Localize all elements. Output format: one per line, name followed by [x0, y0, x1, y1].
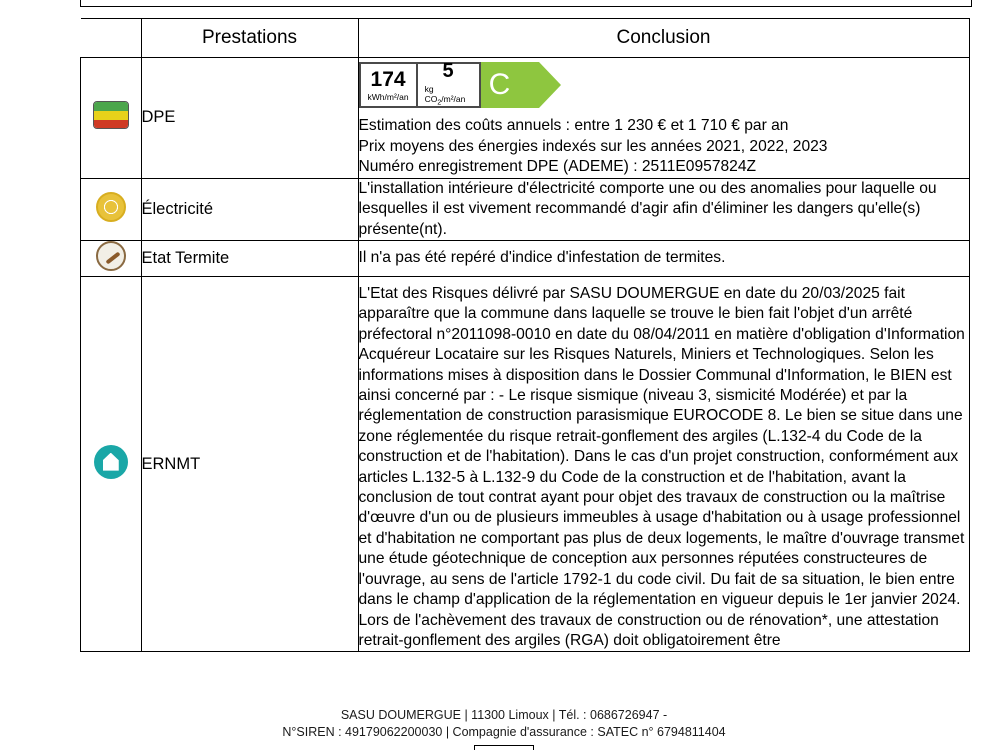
- dpe-cost-line: Estimation des coûts annuels : entre 1 230 € et 1 710 € par an: [358, 117, 789, 134]
- column-header-conclusion: Conclusion: [358, 19, 969, 58]
- table-row: [81, 241, 970, 277]
- table-row: [81, 178, 970, 241]
- row-conclusion-dpe: [358, 58, 969, 179]
- dpe-ges-value: 5: [442, 60, 454, 83]
- diagnostics-summary-table: [80, 18, 970, 652]
- dpe-ges-segment: [418, 60, 481, 107]
- row-label-ernmt: ERNMT: [141, 277, 358, 652]
- footer-line-1: SASU DOUMERGUE | 11300 Limoux | Tél. : 0686726947 -: [340, 708, 668, 722]
- dpe-energy-unit: kWh/m²/an: [367, 91, 409, 102]
- dpe-badge: [359, 62, 539, 108]
- table-header-row: [81, 19, 970, 58]
- dpe-registration-line: Numéro enregistrement DPE (ADEME) : 2511E0957824Z: [358, 158, 757, 175]
- table-row: [81, 58, 970, 179]
- dpe-ges-unit: kg $CO_2/m^2/an$: [424, 84, 466, 107]
- dpe-letter-arrow: [481, 62, 539, 108]
- dpe-energy-value: 174: [370, 67, 406, 91]
- column-header-prestations: Prestations: [141, 19, 358, 58]
- row-conclusion-ernmt: L'Etat des Risques délivré par SASU DOUMERGUE en date du 20/03/2025 fait apparaître que la commune dans laquelle se trouve le bien fait l'objet d'un arrêté préfectoral n°2011098-0010 en date du 08/04/2011 en matière d'obligation d'Information Acquéreur Locataire sur les Risques Naturels, Miniers et Technologiques. Selon les informations mises à disposition dans le Dossier Communal d'Information, le BIEN est ainsi concerné par : - Le risque sismique (niveau 3, sismicité Modérée) et par la réglementation de construction parasismique EUROCODE 8. Le bien se situe dans une zone réglementée du risque retrait-gonflement des argiles (L.132-4 du Code de la construction et de l'habitation). Dans le cas d'un projet construction, conformément aux articles L.132-5 à L.132-9 du Code de la construction et de l'habitation, avant la conclusion de tout contrat ayant pour objet des travaux de construction ou la maîtrise d'œuvre d'un ou de plusieurs immeubles à usage d'habitation ou à usage professionnel et d'habitation ne comportant pas plus de deux logements, le maître d'ouvrage transmet une étude géotechnique de conception aux personnes réputées constructeures de l'ouvrage, au sens de l'article 1792-1 du code civil. Du fait de sa situation, le bien entre dans le champ d'application de la réglementation en vigueur depuis le 1er janvier 2024. Lors de l'achèvement des travaux de construction ou de rénovation*, une attestation retrait-gonflement des argiles (RGA) doit obligatoirement être: [358, 277, 969, 652]
- dpe-values-box: [359, 62, 481, 108]
- table-body: [81, 58, 970, 652]
- footer-line-2: N°SIREN : 49179062200030 | Compagnie d'assurance : SATEC n° 6794811404: [282, 725, 726, 739]
- row-icon-cell-ernmt: [81, 277, 142, 652]
- page-top-border: [80, 0, 972, 7]
- row-conclusion-termite: Il n'a pas été repéré d'indice d'infestation de termites.: [358, 241, 969, 277]
- column-header-icon: [81, 19, 142, 58]
- row-conclusion-electricite: L'installation intérieure d'électricité comporte une ou des anomalies pour laquelle ou lesquelles il est vivement recommandé d'agir afin d'éliminer les dangers qu'elle(s) présente(nt).: [358, 178, 969, 241]
- dpe-energy-segment: [361, 64, 418, 106]
- footer-bottom-marker: [474, 745, 534, 750]
- row-icon-cell-electricite: [81, 178, 142, 241]
- row-label-electricite: Électricité: [141, 178, 358, 241]
- dpe-energy-label-icon: [93, 101, 129, 129]
- row-label-termite: Etat Termite: [141, 241, 358, 277]
- row-label-dpe: DPE: [141, 58, 358, 179]
- row-icon-cell-termite: [81, 241, 142, 277]
- dpe-letter: C: [488, 68, 511, 101]
- termite-icon: [96, 241, 126, 271]
- row-icon-cell-dpe: [81, 58, 142, 179]
- page-footer: [0, 707, 1008, 741]
- dpe-price-index-line: Prix moyens des énergies indexés sur les années 2021, 2022, 2023: [358, 137, 828, 155]
- dpe-text-lines: [359, 116, 969, 178]
- table-row: [81, 277, 970, 652]
- ernmt-house-icon: [94, 445, 128, 479]
- table-header: [81, 19, 970, 58]
- electricity-icon: [96, 192, 126, 222]
